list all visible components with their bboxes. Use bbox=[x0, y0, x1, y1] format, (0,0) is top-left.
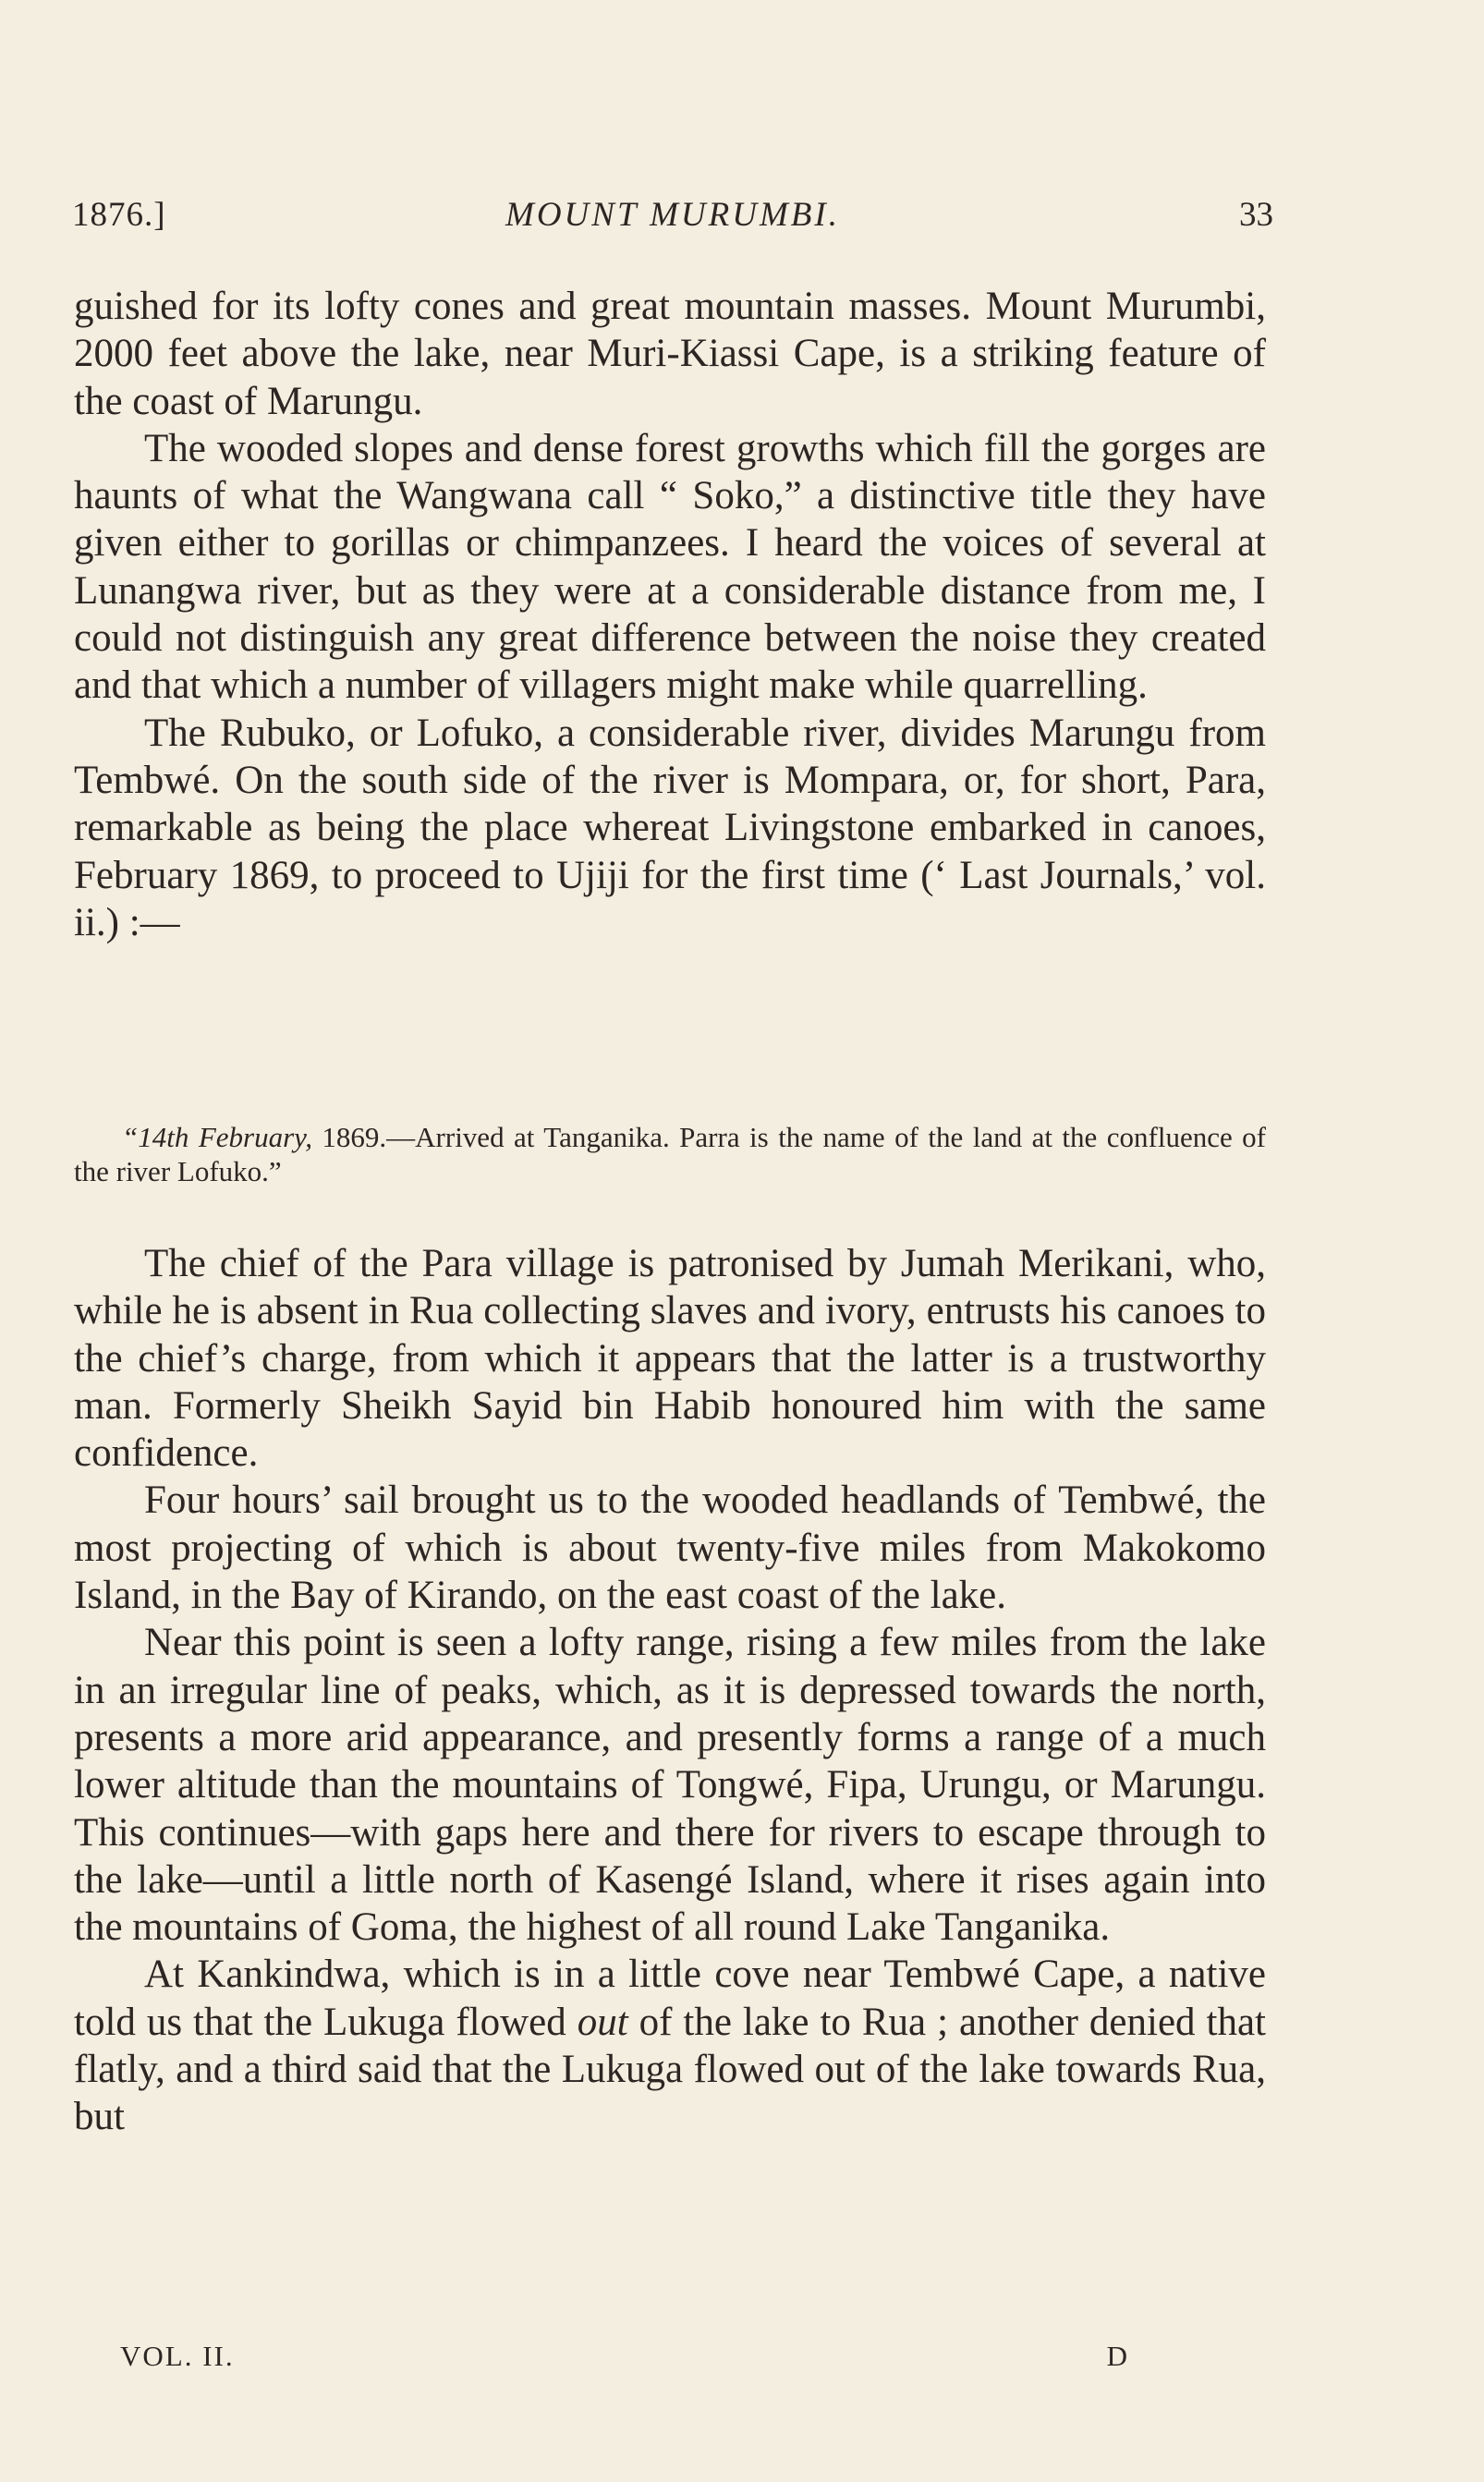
page-number: 33 bbox=[1239, 196, 1273, 234]
running-head bbox=[72, 192, 1273, 238]
emphasis-out: out bbox=[577, 2000, 628, 2044]
body-text-lower bbox=[74, 1240, 1266, 2141]
paragraph-5: Four hours’ sail brought us to the wooded headlands of Tembwé, the most projecting of which is about twenty-five miles from Makokomo Island, in the Bay of Kirando, on the east coast of the lake. bbox=[74, 1478, 1266, 1618]
block-quote bbox=[74, 1120, 1266, 1188]
paragraph-6: Near this point is seen a lofty range, rising a few miles from the lake in an irregular line of peaks, which, as it is depressed towards the north, presents a more arid appearance, and presently forms a range of a much lower altitude than the mountains of Tongwé, Fipa, Urungu, or Marungu. This continues—with gaps here and there for rivers to escape through to the lake—until a little north of Kasengé Island, where it rises again into the mountains of Goma, the highest of all round Lake Tanganika. bbox=[74, 1621, 1266, 1950]
quote-date: “14th February, bbox=[122, 1121, 312, 1153]
paragraph-7-end: of the lake to Rua ; another denied that flatly, and a third said that the Lukuga flowed out of the lake towards Rua, but bbox=[74, 2000, 1266, 2139]
paragraph-4: The chief of the Para village is patronised by Jumah Merikani, who, while he is absent in Rua collecting slaves and ivory, entrusts his canoes to the chief’s charge, from which it appears that the latter is a trustworthy man. Formerly Sheikh Sayid bin Habib honoured him with the same confidence. bbox=[74, 1242, 1266, 1476]
quote-text: 1869.—Arrived at Tanganika. Parra is the name of the land at the confluence of the river Lofuko.” bbox=[74, 1121, 1267, 1187]
body-text-upper bbox=[74, 283, 1266, 946]
paragraph-1: guished for its lofty cones and great mountain masses. Mount Murumbi, 2000 feet above the lake, near Muri-Kiassi Cape, is a striking feature of the coast of Marungu. bbox=[74, 285, 1266, 423]
header-title: MOUNT MURUMBI. bbox=[505, 196, 840, 234]
paragraph-3: The Rubuko, or Lofuko, a considerable river, divides Marungu from Tembwé. On the south side of the river is Mompara, or, for short, Para, remarkable as being the place whereat Livingstone embarked in canoes, February 1869, to proceed to Ujiji for the first time (‘ Last Journals,’ vol. ii.) :— bbox=[74, 711, 1266, 944]
header-year: 1876.] bbox=[72, 196, 166, 234]
volume-mark: VOL. II. bbox=[120, 2340, 235, 2372]
signature-mark: D bbox=[1106, 2340, 1127, 2372]
paragraph-2: The wooded slopes and dense forest growths which fill the gorges are haunts of what the Wangwana call “ Soko,” a distinctive title they have given either to gorillas or chimpanzees. I heard the voices of several at Lunangwa river, but as they were at a considerable distance from me, I could not distinguish any great difference between the noise they created and that which a number of villagers might make while quarrelling. bbox=[74, 426, 1266, 708]
paragraph-7 bbox=[74, 1951, 1266, 2140]
paragraph-7-start: At Kankindwa, which is in a little cove near Tembwé Cape, a native told us that the Lukuga flowed bbox=[74, 1953, 1266, 2044]
page-footer bbox=[120, 2336, 1127, 2377]
